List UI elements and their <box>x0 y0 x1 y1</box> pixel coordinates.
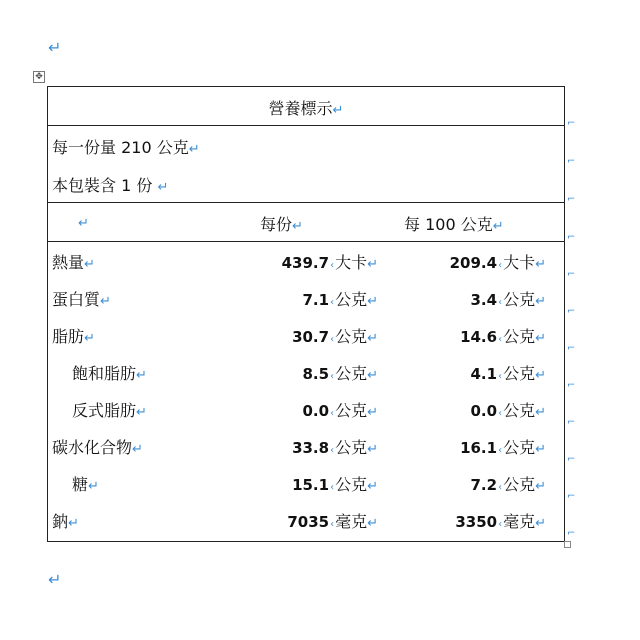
serving-size-cell[interactable] <box>52 135 200 158</box>
cell-end-mark: ↵ <box>88 479 99 494</box>
per-serving-value: 33.8 <box>292 439 330 457</box>
cell-end-mark: ↵ <box>535 294 546 309</box>
row-end-mark: ⌐ <box>567 491 576 502</box>
cell-end-mark: ↵ <box>367 405 378 420</box>
cell-end-mark: ↵ <box>367 257 378 272</box>
servings-per-package-text: 本包裝含 1 份 <box>52 176 153 195</box>
table-move-handle-icon[interactable]: ✥ <box>33 71 45 83</box>
per-100g-cell[interactable] <box>455 509 546 532</box>
per-100g-unit: 大卡 <box>503 253 536 272</box>
row-end-mark: ⌐ <box>567 417 576 428</box>
per-serving-cell[interactable] <box>303 361 379 384</box>
cell-end-mark: ↵ <box>535 331 546 346</box>
per-serving-value: 439.7 <box>281 254 330 272</box>
nutrient-name-cell[interactable] <box>52 287 111 310</box>
cell-end-mark: ↵ <box>100 294 111 309</box>
nutrient-name: 脂肪 <box>52 327 85 346</box>
row-end-mark: ⌐ <box>567 118 576 129</box>
per-100g-value: 16.1 <box>460 439 498 457</box>
cell-marker: ‹ <box>498 371 503 382</box>
cell-marker: ‹ <box>498 482 503 493</box>
nutrient-name-cell[interactable] <box>52 250 95 273</box>
per-serving-cell[interactable] <box>287 509 378 532</box>
cell-end-mark: ↵ <box>84 331 95 346</box>
table-row <box>48 427 564 463</box>
row-end-mark: ⌐ <box>567 269 576 280</box>
per-100g-cell[interactable] <box>471 472 547 495</box>
per-serving-cell[interactable] <box>303 398 379 421</box>
per-serving-unit: 公克 <box>335 475 368 494</box>
header-row <box>48 203 564 242</box>
cell-end-mark: ↵ <box>136 405 147 420</box>
paragraph-mark-top: ↵ <box>48 38 62 57</box>
table-row <box>48 316 564 352</box>
nutrient-name: 反式脂肪 <box>72 401 137 420</box>
cell-end-mark: ↵ <box>68 516 79 531</box>
paragraph-mark-bottom: ↵ <box>48 570 62 589</box>
row-end-mark: ⌐ <box>567 306 576 317</box>
cell-end-mark: ↵ <box>136 368 147 383</box>
nutrient-name: 糖 <box>72 475 89 494</box>
per-100g-cell[interactable] <box>460 324 546 347</box>
per-serving-value: 30.7 <box>292 328 330 346</box>
cell-marker: ‹ <box>498 297 503 308</box>
per-100g-unit: 公克 <box>503 401 536 420</box>
cell-end-mark: ↵ <box>535 257 546 272</box>
cell-end-mark: ↵ <box>157 180 169 195</box>
cell-end-mark: ↵ <box>132 442 143 457</box>
cell-marker: ‹ <box>498 260 503 271</box>
row-end-mark: ⌐ <box>567 156 576 167</box>
nutrient-name: 鈉 <box>52 512 69 531</box>
title-cell[interactable] <box>48 96 564 119</box>
cell-marker: ‹ <box>498 519 503 530</box>
cell-end-mark: ↵ <box>535 405 546 420</box>
row-end-mark: ⌐ <box>567 380 576 391</box>
servings-per-package-row <box>48 164 564 203</box>
per-100g-cell[interactable] <box>471 361 547 384</box>
cell-end-mark: ↵ <box>78 216 89 231</box>
serving-size-row <box>48 126 564 164</box>
nutrient-name: 蛋白質 <box>52 290 101 309</box>
cell-end-mark: ↵ <box>535 479 546 494</box>
header-per-serving: 每份 <box>260 215 293 234</box>
cell-marker: ‹ <box>330 445 335 456</box>
per-serving-unit: 大卡 <box>335 253 368 272</box>
nutrition-table[interactable] <box>47 86 565 542</box>
per-100g-cell[interactable] <box>471 398 547 421</box>
per-serving-value: 15.1 <box>292 476 330 494</box>
cell-marker: ‹ <box>330 260 335 271</box>
per-serving-unit: 公克 <box>335 401 368 420</box>
cell-end-mark: ↵ <box>492 219 504 234</box>
cell-end-mark: ↵ <box>292 219 303 234</box>
per-serving-unit: 公克 <box>335 438 368 457</box>
nutrient-name-cell[interactable] <box>72 472 99 495</box>
nutrient-name-cell[interactable] <box>72 398 147 421</box>
table-title: 營養標示 <box>268 99 333 118</box>
header-per-100g-cell[interactable] <box>404 212 504 235</box>
cell-marker: ‹ <box>330 482 335 493</box>
per-100g-value: 0.0 <box>470 402 498 420</box>
cell-end-mark: ↵ <box>367 516 378 531</box>
cell-marker: ‹ <box>498 334 503 345</box>
per-100g-unit: 公克 <box>503 327 536 346</box>
per-100g-cell[interactable] <box>450 250 546 273</box>
per-100g-value: 4.1 <box>470 365 498 383</box>
header-per-100g: 每 100 公克 <box>404 215 493 234</box>
per-100g-value: 209.4 <box>449 254 498 272</box>
nutrient-name: 飽和脂肪 <box>72 364 137 383</box>
nutrient-name-cell[interactable] <box>52 435 143 458</box>
per-serving-unit: 公克 <box>335 327 368 346</box>
per-serving-value: 7.1 <box>302 291 330 309</box>
cell-end-mark: ↵ <box>367 294 378 309</box>
per-100g-unit: 公克 <box>503 364 536 383</box>
row-end-mark: ⌐ <box>567 194 576 205</box>
per-serving-unit: 公克 <box>335 364 368 383</box>
table-row <box>48 501 564 537</box>
per-100g-value: 7.2 <box>470 476 498 494</box>
nutrient-name: 熱量 <box>52 253 85 272</box>
cell-end-mark: ↵ <box>535 516 546 531</box>
cell-end-mark: ↵ <box>188 142 200 157</box>
per-serving-cell[interactable] <box>282 250 378 273</box>
nutrient-name-cell[interactable] <box>52 509 79 532</box>
per-100g-value: 14.6 <box>460 328 498 346</box>
per-100g-cell[interactable] <box>471 287 547 310</box>
cell-marker: ‹ <box>330 334 335 345</box>
cell-marker: ‹ <box>498 445 503 456</box>
table-row <box>48 353 564 389</box>
per-serving-value: 8.5 <box>302 365 330 383</box>
cell-end-mark: ↵ <box>332 103 344 118</box>
cell-marker: ‹ <box>330 519 335 530</box>
cell-marker: ‹ <box>330 371 335 382</box>
cell-end-mark: ↵ <box>84 257 95 272</box>
cell-marker: ‹ <box>330 408 335 419</box>
table-row <box>48 242 564 278</box>
per-serving-value: 0.0 <box>302 402 330 420</box>
per-100g-unit: 公克 <box>503 475 536 494</box>
cell-marker: ‹ <box>330 297 335 308</box>
cell-end-mark: ↵ <box>367 442 378 457</box>
per-serving-unit: 毫克 <box>335 512 368 531</box>
cell-end-mark: ↵ <box>535 442 546 457</box>
cell-end-mark: ↵ <box>367 479 378 494</box>
per-100g-value: 3.4 <box>470 291 498 309</box>
per-serving-unit: 公克 <box>335 290 368 309</box>
per-serving-cell[interactable] <box>292 435 378 458</box>
table-resize-handle[interactable] <box>564 541 571 548</box>
nutrient-name: 碳水化合物 <box>52 438 133 457</box>
table-row <box>48 279 564 315</box>
per-100g-unit: 公克 <box>503 438 536 457</box>
table-row <box>48 464 564 500</box>
cell-end-mark: ↵ <box>535 368 546 383</box>
header-empty-cell[interactable] <box>78 212 89 231</box>
cell-end-mark: ↵ <box>367 331 378 346</box>
servings-per-package-cell[interactable] <box>52 173 168 196</box>
per-serving-value: 7035 <box>287 513 330 531</box>
row-end-mark: ⌐ <box>567 528 576 539</box>
per-100g-unit: 公克 <box>503 290 536 309</box>
per-serving-cell[interactable] <box>292 472 378 495</box>
per-serving-cell[interactable] <box>292 324 378 347</box>
serving-size-text: 每一份量 210 公克 <box>52 138 189 157</box>
cell-marker: ‹ <box>498 408 503 419</box>
title-row <box>48 87 564 126</box>
table-row <box>48 390 564 426</box>
row-end-mark: ⌐ <box>567 454 576 465</box>
per-100g-cell[interactable] <box>460 435 546 458</box>
nutrient-name-cell[interactable] <box>72 361 147 384</box>
header-per-serving-cell[interactable] <box>260 212 303 235</box>
nutrient-name-cell[interactable] <box>52 324 95 347</box>
cell-end-mark: ↵ <box>367 368 378 383</box>
per-100g-value: 3350 <box>455 513 498 531</box>
row-end-mark: ⌐ <box>567 232 576 243</box>
per-serving-cell[interactable] <box>303 287 379 310</box>
per-100g-unit: 毫克 <box>503 512 536 531</box>
row-end-mark: ⌐ <box>567 343 576 354</box>
